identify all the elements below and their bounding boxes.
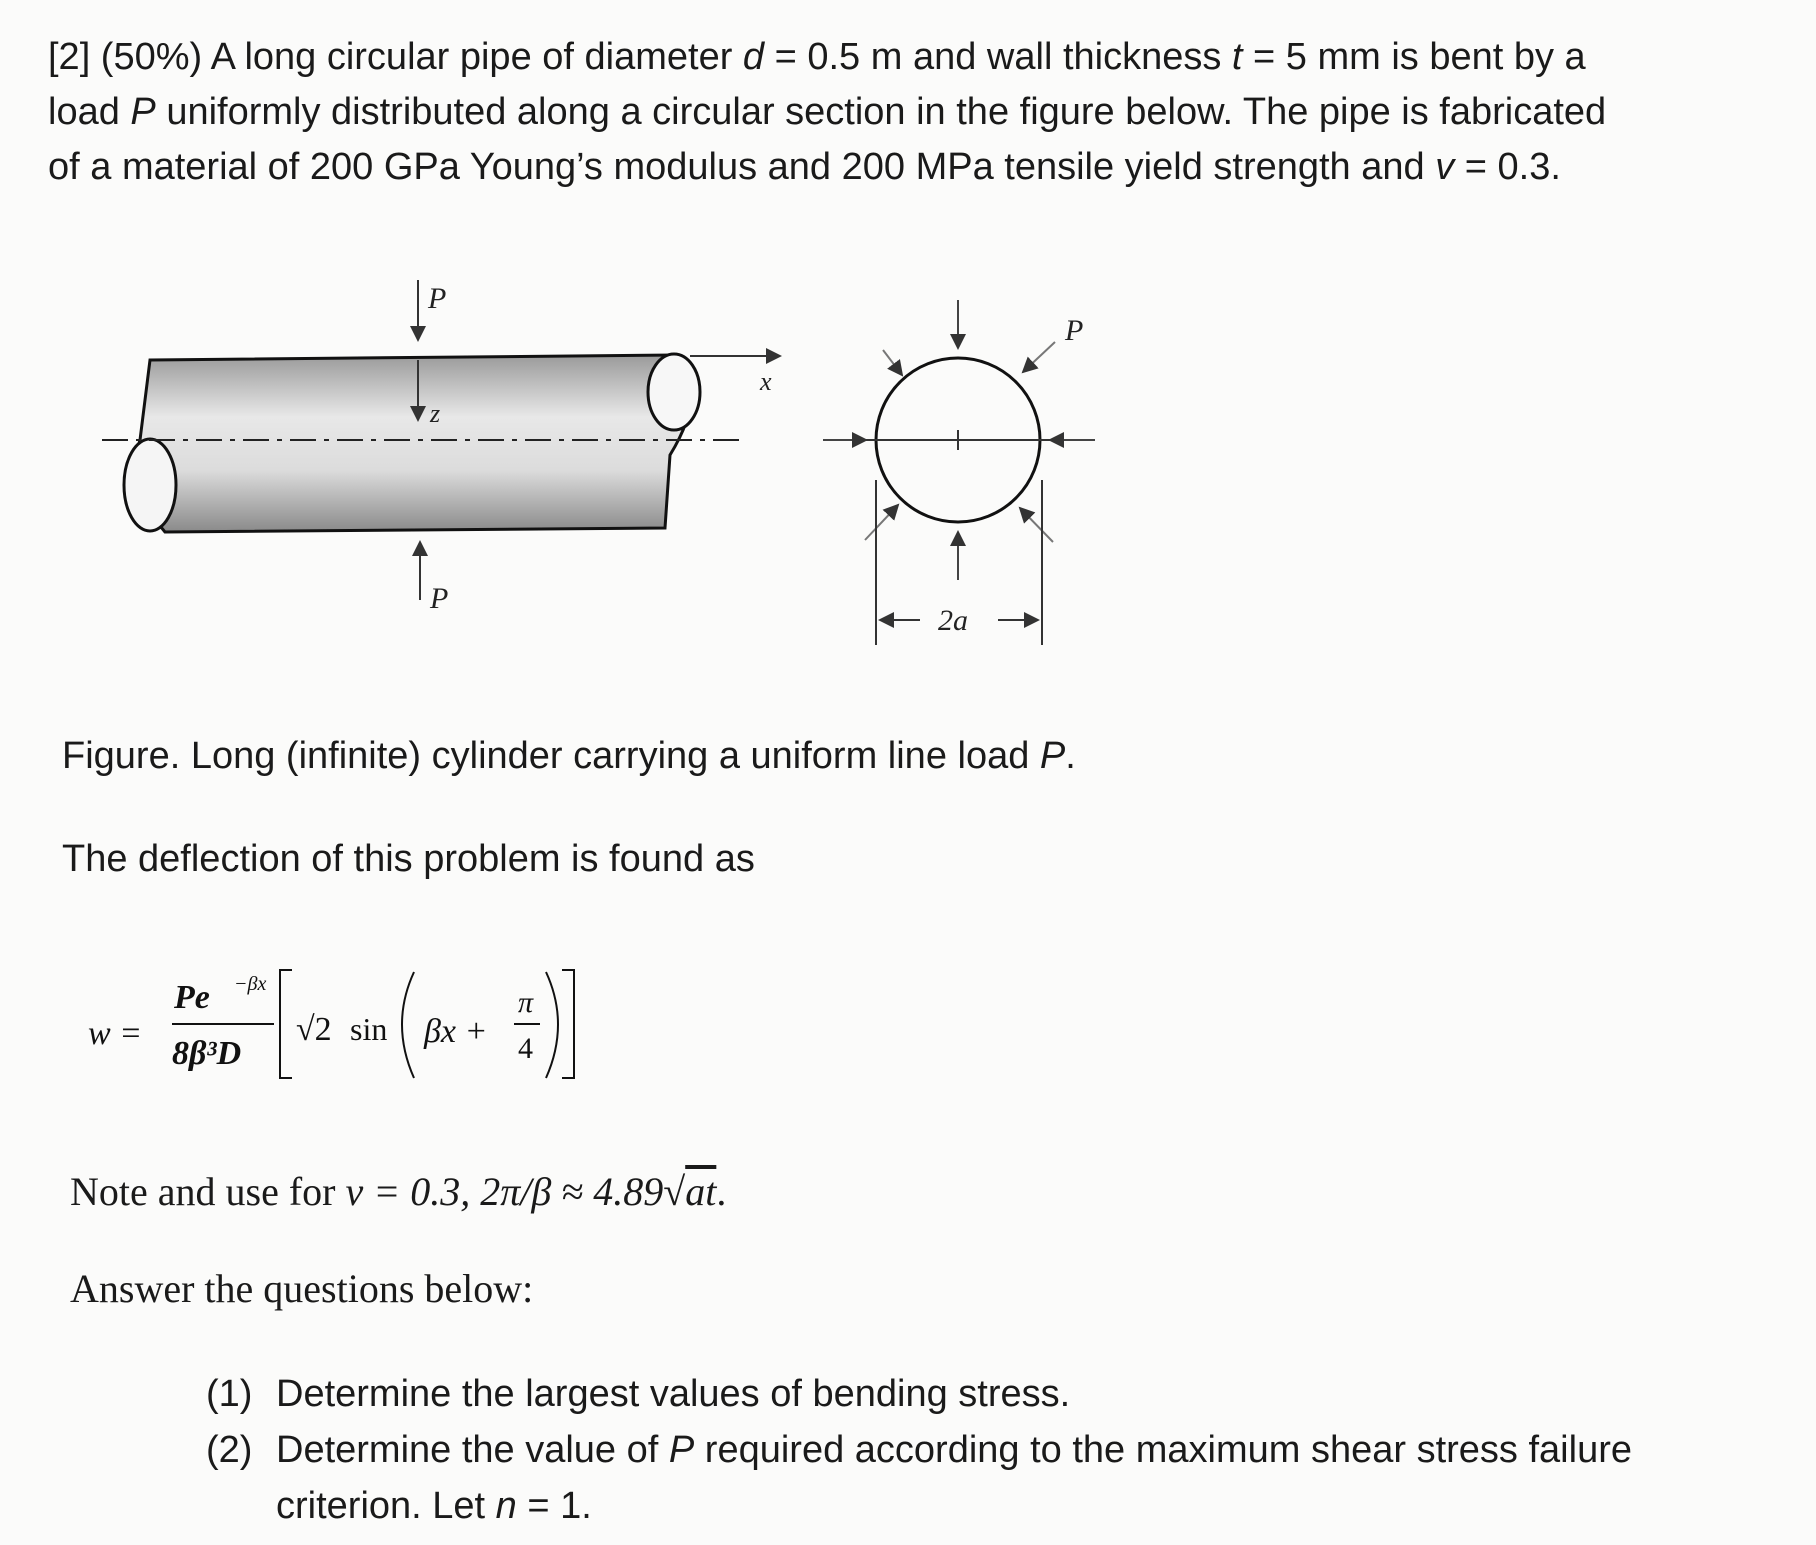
problem-line-3	[48, 140, 1788, 195]
question-list	[206, 1366, 1786, 1534]
note-period: .	[716, 1169, 727, 1214]
var-p: P	[130, 91, 156, 133]
var-nu: v	[1435, 146, 1455, 188]
ring-section	[823, 300, 1095, 645]
question-2	[206, 1422, 1786, 1534]
problem-text: = 5 mm is bent by a	[1242, 36, 1586, 78]
note-line	[70, 1168, 726, 1215]
question-var-p: P	[668, 1429, 695, 1471]
note-sqrt: √	[663, 1169, 686, 1214]
question-text: Determine the value of	[276, 1429, 669, 1471]
note-at: at	[685, 1169, 717, 1214]
question-text: = 1.	[516, 1485, 592, 1527]
problem-text: [2] (50%) A long circular pipe of diameter	[48, 36, 743, 78]
problem-text: = 0.3.	[1454, 146, 1561, 188]
problem-line-1	[48, 30, 1788, 85]
question-number: (1)	[206, 1373, 253, 1415]
pipe	[124, 354, 700, 532]
question-var-n: n	[495, 1485, 517, 1527]
formula-arg: βx +	[424, 1013, 488, 1050]
formula-sqrt2: √2	[296, 1011, 332, 1048]
label-p-ring: P	[1065, 314, 1084, 347]
formula-numerator: Pe	[174, 979, 210, 1016]
figure	[90, 280, 1130, 670]
problem-statement	[48, 30, 1788, 195]
deflection-text: The deflection of this problem is found as	[62, 838, 755, 880]
label-p-top: P	[428, 282, 447, 315]
formula-exponent: −βx	[234, 973, 267, 995]
label-z: z	[430, 399, 441, 428]
problem-text: uniformly distributed along a circular section in the figure below. The pipe is fabricated	[155, 91, 1607, 133]
question-text: criterion. Let	[276, 1485, 496, 1527]
formula-pi: π	[518, 986, 534, 1019]
var-d: d	[742, 36, 765, 78]
problem-text: = 0.5 m and wall thickness	[764, 36, 1232, 78]
formula-sin: sin	[350, 1011, 388, 1047]
cylinder-diagram	[90, 280, 1130, 670]
var-t: t	[1231, 36, 1243, 78]
problem-line-2	[48, 85, 1788, 140]
answer-intro: Answer the questions below:	[70, 1266, 534, 1311]
note-formula: ν = 0.3, 2π/β ≈ 4.89	[345, 1169, 664, 1214]
caption-var-p: P	[1039, 735, 1066, 777]
label-p-bottom: P	[430, 582, 449, 615]
formula-svg	[84, 960, 644, 1100]
question-number: (2)	[206, 1429, 253, 1471]
figure-caption	[62, 735, 1076, 778]
caption-end: .	[1065, 735, 1076, 777]
note-text: Note and use for	[70, 1169, 346, 1214]
formula-lhs: w =	[88, 1015, 143, 1052]
question-1	[206, 1366, 1786, 1422]
label-2a: 2a	[938, 604, 968, 637]
formula-four: 4	[518, 1032, 533, 1065]
question-text: required according to the maximum shear stress failure	[694, 1429, 1632, 1471]
label-x: x	[760, 367, 772, 396]
question-text: Determine the largest values of bending stress.	[276, 1373, 1071, 1415]
deflection-formula	[84, 960, 644, 1100]
caption-text: Figure. Long (infinite) cylinder carrying a uniform line load	[62, 735, 1040, 777]
problem-text: load	[48, 91, 131, 133]
formula-denominator: 8β³D	[172, 1035, 242, 1072]
problem-text: of a material of 200 GPa Young’s modulus and 200 MPa tensile yield strength and	[48, 146, 1436, 188]
